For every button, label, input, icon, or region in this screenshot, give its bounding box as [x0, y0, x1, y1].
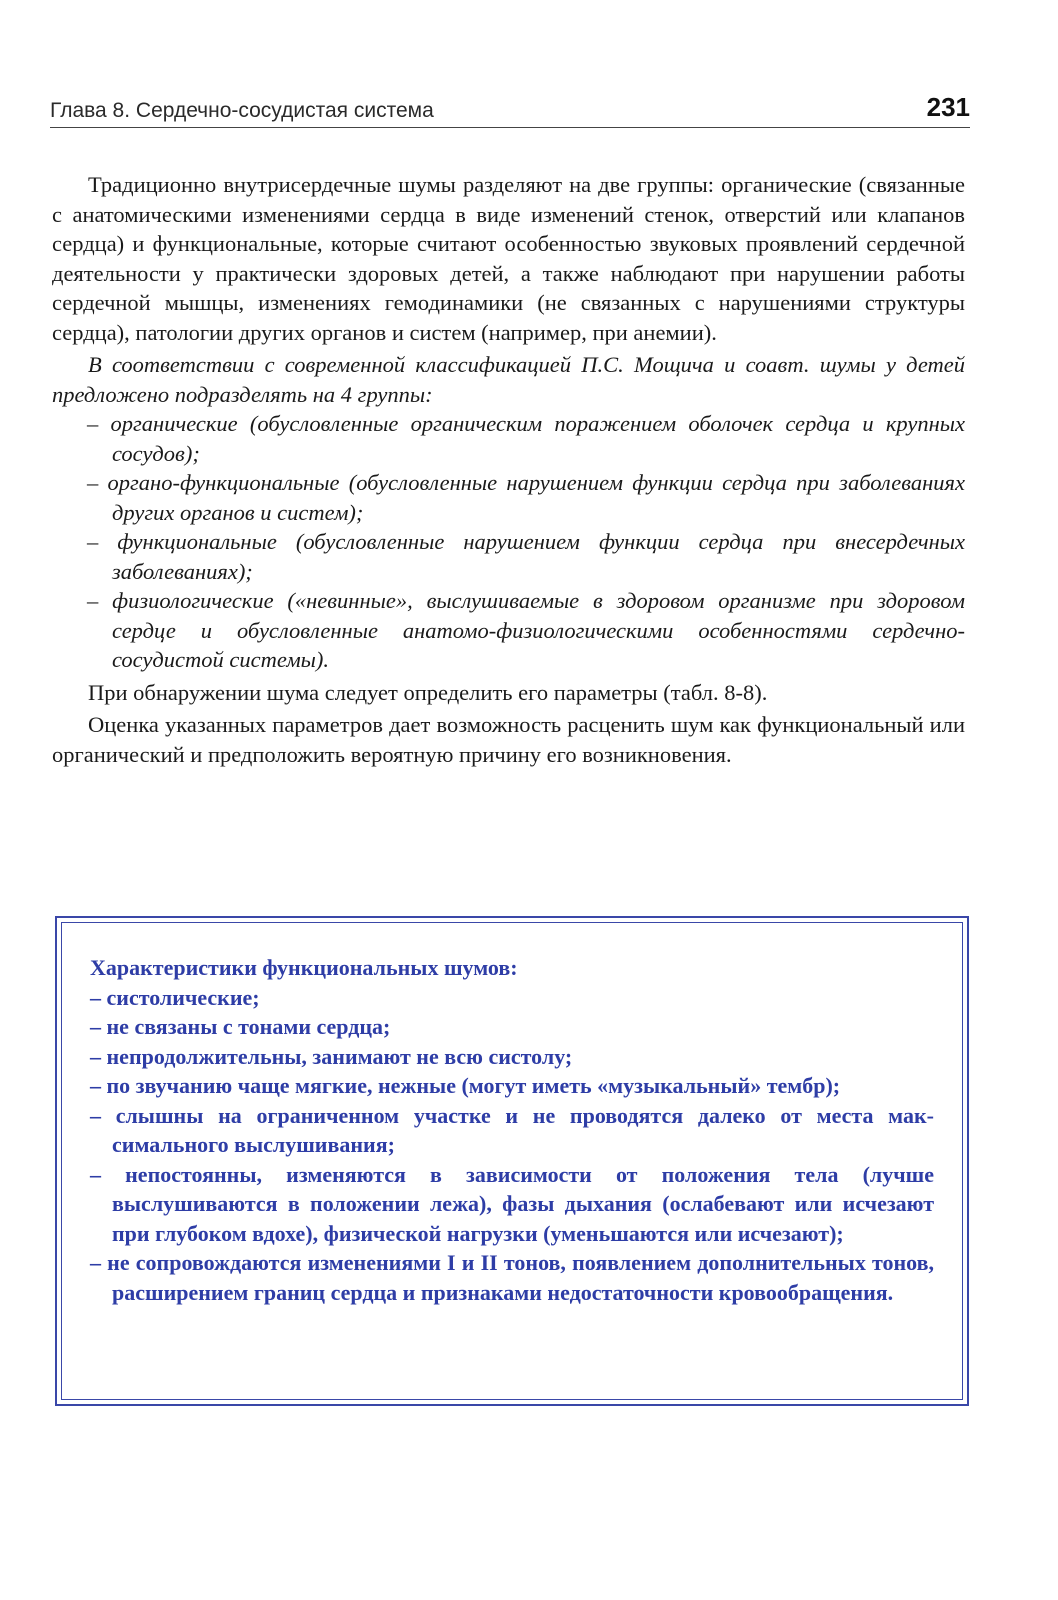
list-item: – не сопровождаются изменениями I и II тонов, появлением дополнительных тонов, расширением границ сердца и признаками недостаточности кровообращения.	[90, 1248, 934, 1307]
paragraph-classification: В соответствии с современной классификацией П.С. Мощича и соавт. шумы у детей предложено подразделять на 4 группы:	[52, 352, 965, 407]
box-list	[90, 983, 934, 1308]
page-number: 231	[926, 92, 970, 122]
functional-murmurs-box	[55, 916, 969, 1406]
page-header	[50, 84, 970, 128]
list-item: – непродолжительны, занимают не всю систолу;	[90, 1042, 934, 1072]
list-item: – по звучанию чаще мягкие, нежные (могут иметь «музыкальный» тембр);	[90, 1071, 934, 1101]
list-item: – физиологические («невинные», выслушиваемые в здоровом организме при здоровом сердце и обусловленные анатомо-физиологическими особенностями сердечно-сосудистой системы).	[52, 586, 965, 675]
main-text	[52, 170, 965, 769]
list-item: – систолические;	[90, 983, 934, 1013]
box-title: Характеристики функциональных шумов:	[90, 955, 518, 980]
list-item: – органо-функциональные (обусловленные нарушением функции сердца при заболеваниях других органов и систем);	[52, 468, 965, 527]
paragraph-intro: Традиционно внутрисердечные шумы разделяют на две группы: органические (связанные с анатомическими изменениями сердца в виде изменений стенок, отверстий или клапанов сердца) и функциональные, которые считают особенностью звуковых проявлений сердечной деятельности у практически здоровых детей, а также наблюдают при нарушении работы сердечной мышцы, изменениях гемодинамики (не связанных с нарушениями структуры сердца), патологии других органов и систем (например, при анемии).	[52, 172, 965, 345]
paragraph-evaluation: Оценка указанных параметров дает возможность расценить шум как функциональный или органический и предположить вероятную причину его возникновения.	[52, 712, 965, 767]
list-item: – слышны на ограниченном участке и не проводятся далеко от места максимального выслушивания;	[90, 1101, 934, 1160]
groups-list	[52, 409, 965, 675]
box-inner	[61, 922, 963, 1400]
list-item: – органические (обусловленные органическим поражением оболочек сердца и крупных сосудов);	[52, 409, 965, 468]
list-item: – не связаны с тонами сердца;	[90, 1012, 934, 1042]
list-item: – непостоянны, изменяются в зависимости от положения тела (лучше выслушиваются в положении лежа), фазы дыхания (ослабевают или исчезают при глубоком вдохе), физической нагрузки (уменьшаются или исчезают);	[90, 1160, 934, 1249]
paragraph-parameters: При обнаружении шума следует определить его параметры (табл. 8-8).	[88, 679, 768, 705]
list-item: – функциональные (обусловленные нарушением функции сердца при внесердечных заболеваниях);	[52, 527, 965, 586]
chapter-title: Глава 8. Сердечно-сосудистая система	[50, 99, 434, 122]
